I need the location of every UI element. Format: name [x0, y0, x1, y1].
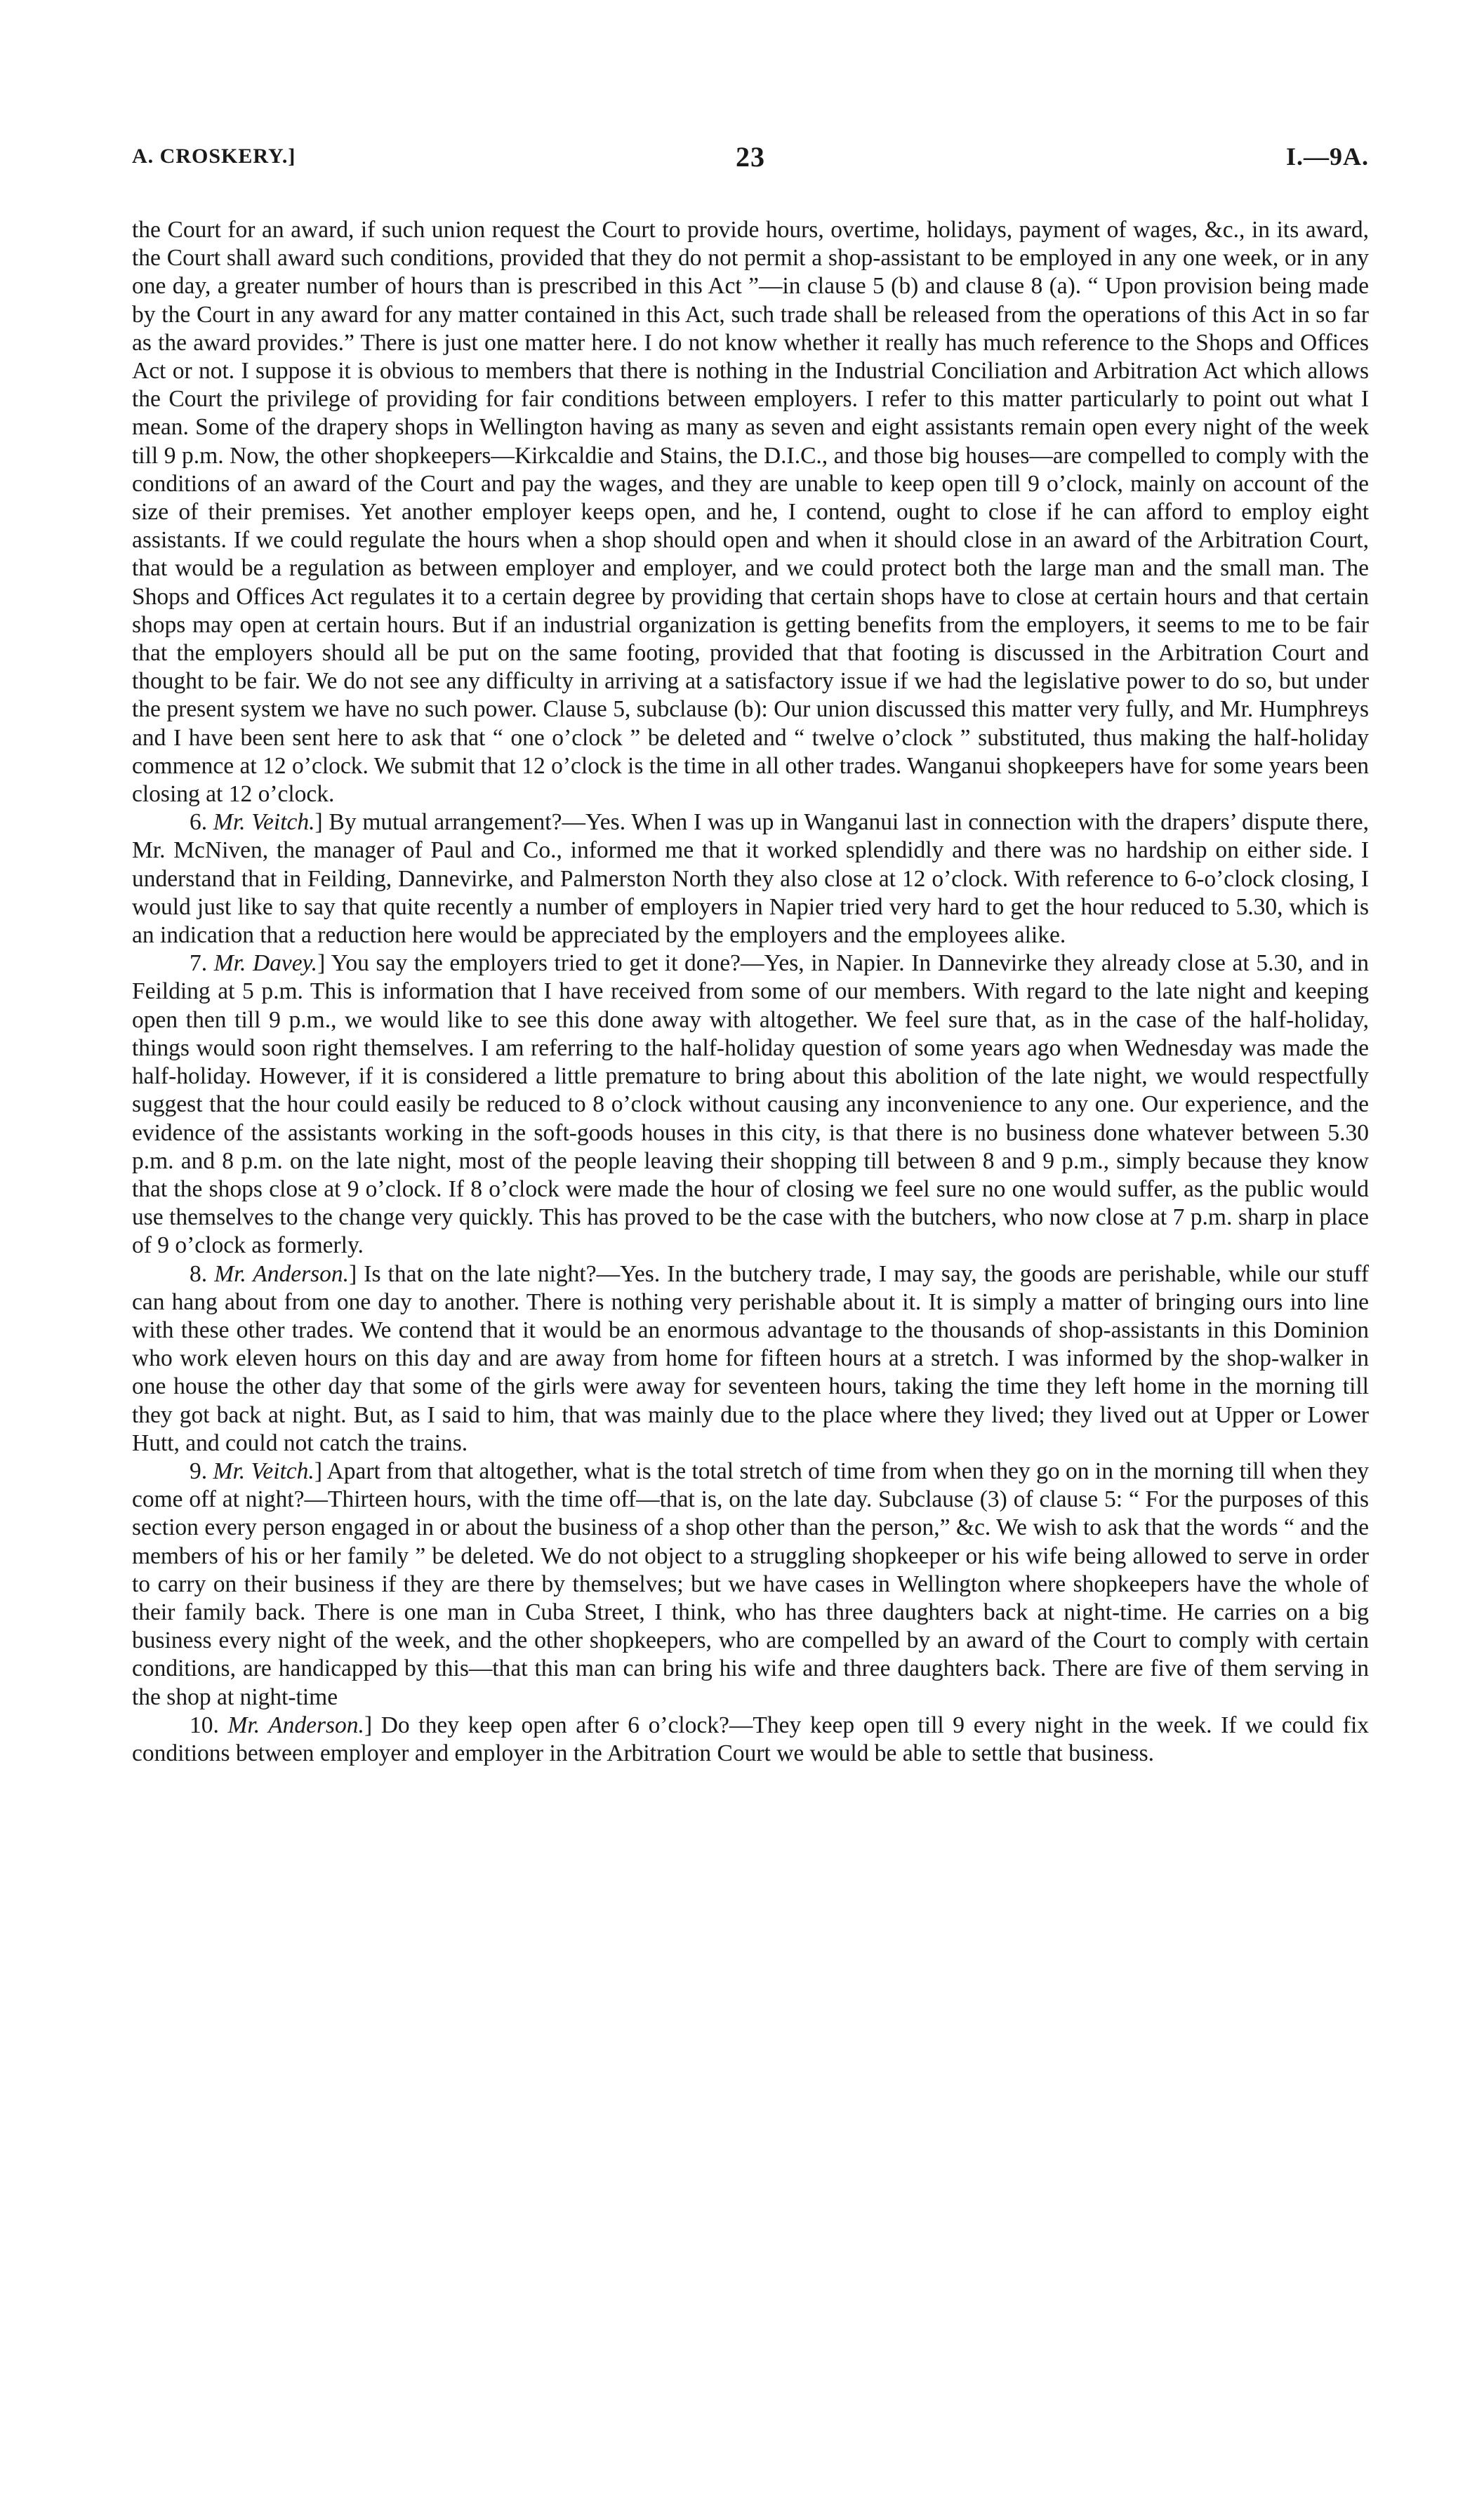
question-number: 8.: [190, 1260, 208, 1287]
paragraph-text: ] Do they keep open after 6 o’clock?—They keep open till 9 every night in the week. If we could fix conditions between employer and employer in the Arbitration Court we would be able to settle that business.: [132, 1712, 1370, 1766]
speaker-name: Mr. Veitch.: [213, 1458, 314, 1484]
paragraph-text: ] You say the employers tried to get it done?—Yes, in Napier. In Dannevirke they already close at 5.30, and in Feilding at 5 p.m. This is information that I have received from some of our members. With regard to the late night and keeping open then till 9 p.m., we would like to see this done away with altogether. We feel sure that, as in the case of the half-holiday, things would soon right themselves. I am referring to the half-holiday question of some years ago when Wednesday was made the half-holiday. However, if it is considered a little premature to bring about this abolition of the late night, we would respectfully suggest that the hour could easily be reduced to 8 o’clock without causing any inconvenience to any one. Our experience, and the evidence of the assistants working in the soft-goods houses in this city, is that there is no business done whatever between 5.30 p.m. and 8 p.m. on the late night, most of the people leaving their shopping till between 8 and 9 p.m., simply because they know that the shops close at 9 o’clock. If 8 o’clock were made the hour of closing we feel sure no one would suffer, as the public would use themselves to the change very quickly. This has proved to be the case with the butchers, who now close at 7 p.m. sharp in place of 9 o’clock as formerly.: [132, 950, 1370, 1259]
document-page: [132, 140, 1369, 1768]
speaker-name: Mr. Anderson.: [214, 1260, 350, 1287]
paragraph-text: the Court for an award, if such union request the Court to provide hours, overtime, holidays, payment of wages, &c., in its award, the Court shall award such conditions, provided that they do not permit a shop-assistant to be employed in any one week, or in any one day, a greater number of hours than is prescribed in this Act ”—in clause 5 (b) and clause 8 (a). “ Upon provision being made by the Court in any award for any matter contained in this Act, such trade shall be released from the operations of this Act in so far as the award provides.” There is just one matter here. I do not know whether it really has much reference to the Shops and Offices Act or not. I suppose it is obvious to members that there is nothing in the Industrial Conciliation and Arbitration Act which allows the Court the privilege of providing for fair conditions between employers. I refer to this matter particularly to point out what I mean. Some of the drapery shops in Wellington having as many as seven and eight assistants remain open every night of the week till 9 p.m. Now, the other shopkeepers—Kirkcaldie and Stains, the D.I.C., and those big houses—are compelled to comply with the conditions of an award of the Court and pay the wages, and they are unable to keep open till 9 o’clock, mainly on account of the size of their premises. Yet another employer keeps open, and he, I contend, ought to close if he can afford to employ eight assistants. If we could regulate the hours when a shop should open and when it should close in an award of the Arbitration Court, that would be a regulation as between employer and employer, and we could protect both the large man and the small man. The Shops and Offices Act regulates it to a certain degree by providing that certain shops have to close at certain hours and that certain shops may open at certain hours. But if an industrial organization is getting benefits from the employers, it seems to me to be fair that the employers should all be put on the same footing, provided that that footing is discussed in the Arbitration Court and thought to be fair. We do not see any difficulty in arriving at a satisfactory issue if we had the legislative power to do so, but under the present system we have no such power. Clause 5, subclause (b): Our union discussed this matter very fully, and Mr. Humphreys and I have been sent here to ask that “ one o’clock ” be deleted and “ twelve o’clock ” substituted, thus making the half-holiday commence at 12 o’clock. We submit that 12 o’clock is the time in all other trades. Wanganui shopkeepers have for some years been closing at 12 o’clock.: [132, 217, 1369, 808]
running-head: [132, 140, 1369, 182]
paragraph-text: ] Apart from that altogether, what is the total stretch of time from when they go on in the morning till when they come off at night?—Thirteen hours, with the time off—that is, on the late day. Subclause (3) of clause 5: “ For the purposes of this section every person engaged in or about the business of a shop other than the person,” &c. We wish to ask that the words “ and the members of his or her family ” be deleted. We do not object to a struggling shopkeeper or his wife being allowed to serve in order to carry on their business if they are there by themselves; but we have cases in Wellington where shopkeepers have the whole of their family back. There is one man in Cuba Street, I think, who has three daughters back at night-time. He carries on a big business every night of the week, and the other shopkeepers, who are compelled by an award of the Court to comply with certain conditions, are handicapped by this—that this man can bring his wife and three daughters back. There are five of them serving in the shop at night-time: [132, 1458, 1369, 1710]
paragraph-question-7: [132, 949, 1369, 1260]
paragraph-question-10: [132, 1712, 1369, 1768]
paragraph-question-6: [132, 808, 1369, 949]
paragraph-text: ] Is that on the late night?—Yes. In the butchery trade, I may say, the goods are perishable, while our stuff can hang about from one day to another. There is nothing very perishable about it. It is simply a matter of bringing ours into line with these other trades. We contend that it would be an enormous advantage to the thousands of shop-assistants in this Dominion who work eleven hours on this day and are away from home for fifteen hours at a stretch. I was informed by the shop-walker in one house the other day that some of the girls were away for seventeen hours, taking the time they left home in the morning till they got back at night. But, as I said to him, that was mainly due to the place where they lived; they lived out at Upper or Lower Hutt, and could not catch the trains.: [132, 1260, 1370, 1456]
paragraph-question-9: [132, 1458, 1369, 1712]
speaker-name: Mr. Anderson.: [227, 1712, 364, 1738]
body-text: [132, 216, 1369, 1768]
paragraph-text: ] By mutual arrangement?—Yes. When I was up in Wanganui last in connection with the drapers’ dispute there, Mr. McNiven, the manager of Paul and Co., informed me that it worked splendidly and there was no hardship on either side. I understand that in Feilding, Dannevirke, and Palmerston North they also close at 12 o’clock. With reference to 6-o’clock closing, I would just like to say that quite recently a number of employers in Napier tried very hard to get the hour reduced to 5.30, which is an indication that a reduction here would be appreciated by the employers and the employees alike.: [132, 809, 1370, 949]
question-number: 9.: [190, 1458, 208, 1484]
witness-name: A. CROSKERY.]: [132, 145, 296, 168]
question-number: 7.: [190, 950, 208, 977]
speaker-name: Mr. Davey.: [213, 950, 318, 977]
document-reference: I.—9A.: [1285, 142, 1369, 171]
question-number: 6.: [190, 809, 208, 836]
question-number: 10.: [190, 1712, 219, 1738]
page-number: 23: [736, 141, 765, 173]
paragraph-continued: [132, 216, 1369, 808]
paragraph-question-8: [132, 1260, 1369, 1458]
speaker-name: Mr. Veitch.: [213, 809, 315, 836]
